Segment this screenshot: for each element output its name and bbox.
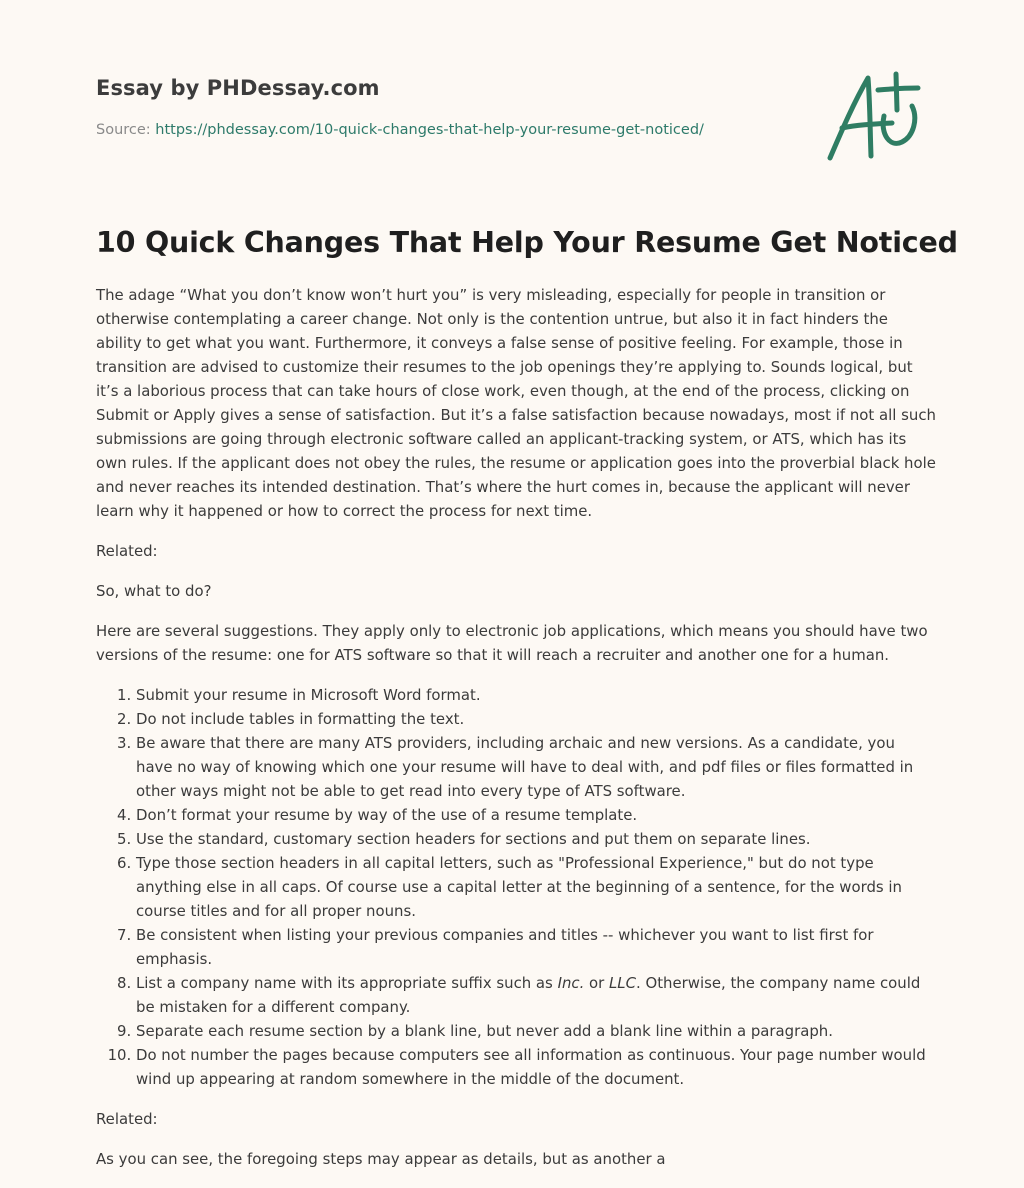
- item8-text-before: List a company name with its appropriate suffix such as: [136, 974, 558, 992]
- list-item: 10. Do not number the pages because computers see all information as continuous. Your page number would wind up appearing at random somewhere in the middle of the document.: [136, 1043, 936, 1091]
- suggestions-intro-paragraph: Here are several suggestions. They apply only to electronic job applications, which means you should have two versions of the resume: one for ATS software so that it will reach a recruiter and another one for a human.: [96, 622, 928, 664]
- item8-text-after: . Otherwise, the company name could be mistaken for a different company.: [136, 974, 921, 1016]
- suggestions-list: [96, 683, 936, 1091]
- list-item: 9. Separate each resume section by a blank line, but never add a blank line within a paragraph.: [136, 1019, 936, 1043]
- list-item: 6. Type those section headers in all capital letters, such as "Professional Experience," but do not type anything else in all caps. Of course use a capital letter at the beginning of a sentence, for the words in course titles and for all proper nouns.: [136, 851, 936, 923]
- article-title: 10 Quick Changes That Help Your Resume Get Noticed: [96, 226, 958, 259]
- related-label: Related:: [96, 1110, 158, 1128]
- list-item: 1. Submit your resume in Microsoft Word format.: [136, 683, 936, 707]
- essay-header: [96, 76, 796, 138]
- item8-llc: LLC: [609, 974, 637, 992]
- item8-inc: Inc.: [557, 974, 585, 992]
- what-to-do-paragraph: So, what to do?: [96, 582, 212, 600]
- list-item: [136, 971, 936, 1019]
- intro-paragraph: The adage “What you don’t know won’t hurt you” is very misleading, especially for people in transition or otherwise contemplating a career change. Not only is the contention untrue, but also it in fact hinders the ability to get what you want. Furthermore, it conveys a false sense of positive feeling. For example, those in transition are advised to customize their resumes to the job openings they’re applying to. Sounds logical, but it’s a laborious process that can take hours of close work, even though, at the end of the process, clicking on Submit or Apply gives a sense of satisfaction. But it’s a false satisfaction because nowadays, most if not all such submissions are going through electronic software called an applicant-tracking system, or ATS, which has its own rules. If the applicant does not obey the rules, the resume or application goes into the proverbial black hole and never reaches its intended destination. That’s where the hurt comes in, because the applicant will never learn why it happened or how to correct the process for next time.: [96, 286, 936, 520]
- source-label: Source:: [96, 122, 151, 138]
- article: [96, 226, 958, 1187]
- closing-paragraph: As you can see, the foregoing steps may appear as details, but as another a: [96, 1150, 666, 1168]
- item8-or: or: [584, 974, 610, 992]
- related-label: Related:: [96, 542, 158, 560]
- list-item: 7. Be consistent when listing your previous companies and titles -- whichever you want to list first for emphasis.: [136, 923, 936, 971]
- site-title: Essay by PHDessay.com: [96, 76, 380, 100]
- list-item: 4. Don’t format your resume by way of the use of a resume template.: [136, 803, 936, 827]
- list-item: 3. Be aware that there are many ATS providers, including archaic and new versions. As a candidate, you have no way of knowing which one your resume will have to deal with, and pdf files or files formatted in other ways might not be able to get read into every type of ATS software.: [136, 731, 936, 803]
- list-item: 2. Do not include tables in formatting the text.: [136, 707, 936, 731]
- a-plus-logo-icon: [820, 68, 930, 168]
- source-link[interactable]: https://phdessay.com/10-quick-changes-that-help-your-resume-get-noticed/: [155, 122, 704, 138]
- source-line: [96, 122, 796, 138]
- list-item: 5. Use the standard, customary section headers for sections and put them on separate lines.: [136, 827, 936, 851]
